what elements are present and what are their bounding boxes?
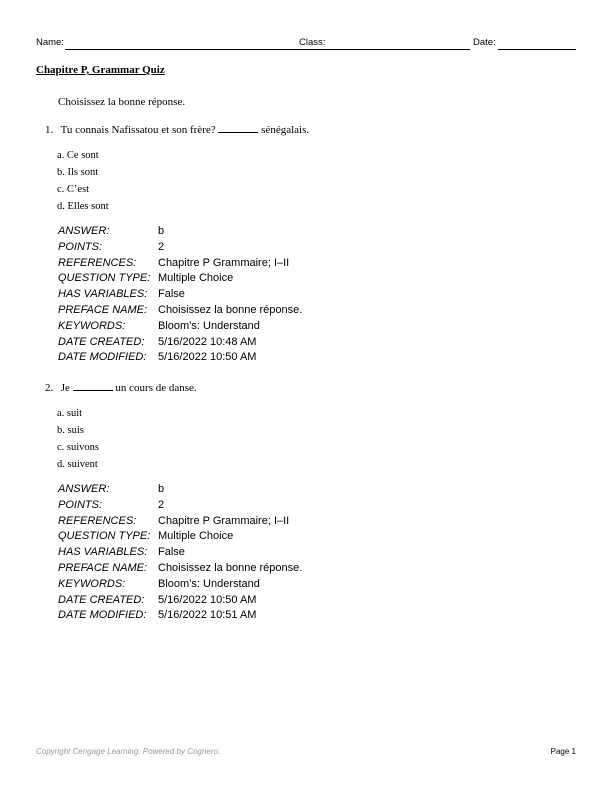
answer-value: b [158, 225, 165, 237]
has-variables-value: False [158, 288, 185, 301]
copyright-notice: Copyright Cengage Learning. Powered by Cognero. [36, 747, 221, 756]
preface-name-value: Choisissez la bonne réponse. [158, 303, 303, 316]
date-modified-value: 5/16/2022 10:51 AM [158, 609, 257, 622]
question-type-value: Multiple Choice [158, 530, 234, 543]
date-field[interactable] [498, 49, 576, 50]
options-list [57, 408, 99, 476]
date-label: Date: [473, 37, 496, 48]
date-modified-value: 5/16/2022 10:50 AM [158, 351, 257, 364]
date-created-value: 5/16/2022 10:50 AM [158, 593, 257, 606]
date-modified-key: DATE MODIFIED: [58, 609, 147, 622]
preface-name-value: Choisissez la bonne réponse. [158, 561, 303, 574]
date-modified-key: DATE MODIFIED: [58, 351, 147, 364]
option-b[interactable]: b. suis [57, 425, 84, 436]
has-variables-key: HAS VARIABLES: [58, 546, 148, 559]
references-key: REFERENCES: [58, 514, 137, 527]
instructions: Choisissez la bonne réponse. [58, 96, 186, 108]
name-label: Name: [36, 37, 64, 48]
has-variables-key: HAS VARIABLES: [58, 288, 148, 301]
name-field[interactable] [65, 49, 331, 50]
answer-blank [73, 381, 113, 391]
points-value: 2 [158, 498, 165, 511]
student-info-header [36, 37, 576, 51]
question-text-after: sénégalais. [261, 124, 310, 136]
keywords-value: Bloom’s: Understand [158, 577, 260, 590]
keywords-key: KEYWORDS: [58, 319, 126, 332]
option-b[interactable]: b. Ils sont [57, 167, 99, 178]
question-number: 2. [45, 382, 54, 394]
option-d[interactable]: d. Elles sont [57, 201, 109, 212]
class-field[interactable] [328, 49, 470, 50]
class-label: Class: [299, 37, 326, 48]
preface-name-key: PREFACE NAME: [58, 303, 148, 316]
question-number: 1. [45, 124, 54, 136]
date-created-key: DATE CREATED: [58, 335, 145, 348]
date-created-value: 5/16/2022 10:48 AM [158, 335, 257, 348]
keywords-key: KEYWORDS: [58, 577, 126, 590]
points-value: 2 [158, 240, 165, 253]
option-c[interactable]: c. suivons [57, 442, 99, 453]
has-variables-value: False [158, 546, 185, 559]
question-type-value: Multiple Choice [158, 272, 234, 285]
question-1-text [45, 123, 309, 136]
options-list [57, 150, 109, 218]
answer-key: ANSWER: [58, 483, 110, 495]
option-c[interactable]: c. C’est [57, 184, 90, 195]
question-type-key: QUESTION TYPE: [58, 530, 151, 543]
references-key: REFERENCES: [58, 256, 137, 269]
answer-value: b [158, 483, 165, 495]
references-value: Chapitre P Grammaire; I–II [158, 514, 290, 527]
question-text-before: Tu connais Nafissatou et son frère? [60, 124, 216, 136]
preface-name-key: PREFACE NAME: [58, 561, 148, 574]
answer-blank [218, 123, 258, 133]
page-number: Page 1 [550, 747, 576, 756]
question-text-after: un cours de danse. [115, 382, 197, 394]
answer-key: ANSWER: [58, 225, 110, 237]
question-text-before: Je [60, 382, 70, 394]
keywords-value: Bloom’s: Understand [158, 319, 260, 332]
points-key: POINTS: [58, 498, 103, 511]
option-a[interactable]: a. suit [57, 408, 83, 419]
references-value: Chapitre P Grammaire; I–II [158, 256, 290, 269]
date-created-key: DATE CREATED: [58, 593, 145, 606]
question-2-text [45, 381, 197, 394]
option-d[interactable]: d. suivent [57, 459, 98, 470]
question-type-key: QUESTION TYPE: [58, 272, 151, 285]
option-a[interactable]: a. Ce sont [57, 150, 99, 161]
points-key: POINTS: [58, 240, 103, 253]
quiz-title: Chapitre P, Grammar Quiz [36, 64, 165, 76]
